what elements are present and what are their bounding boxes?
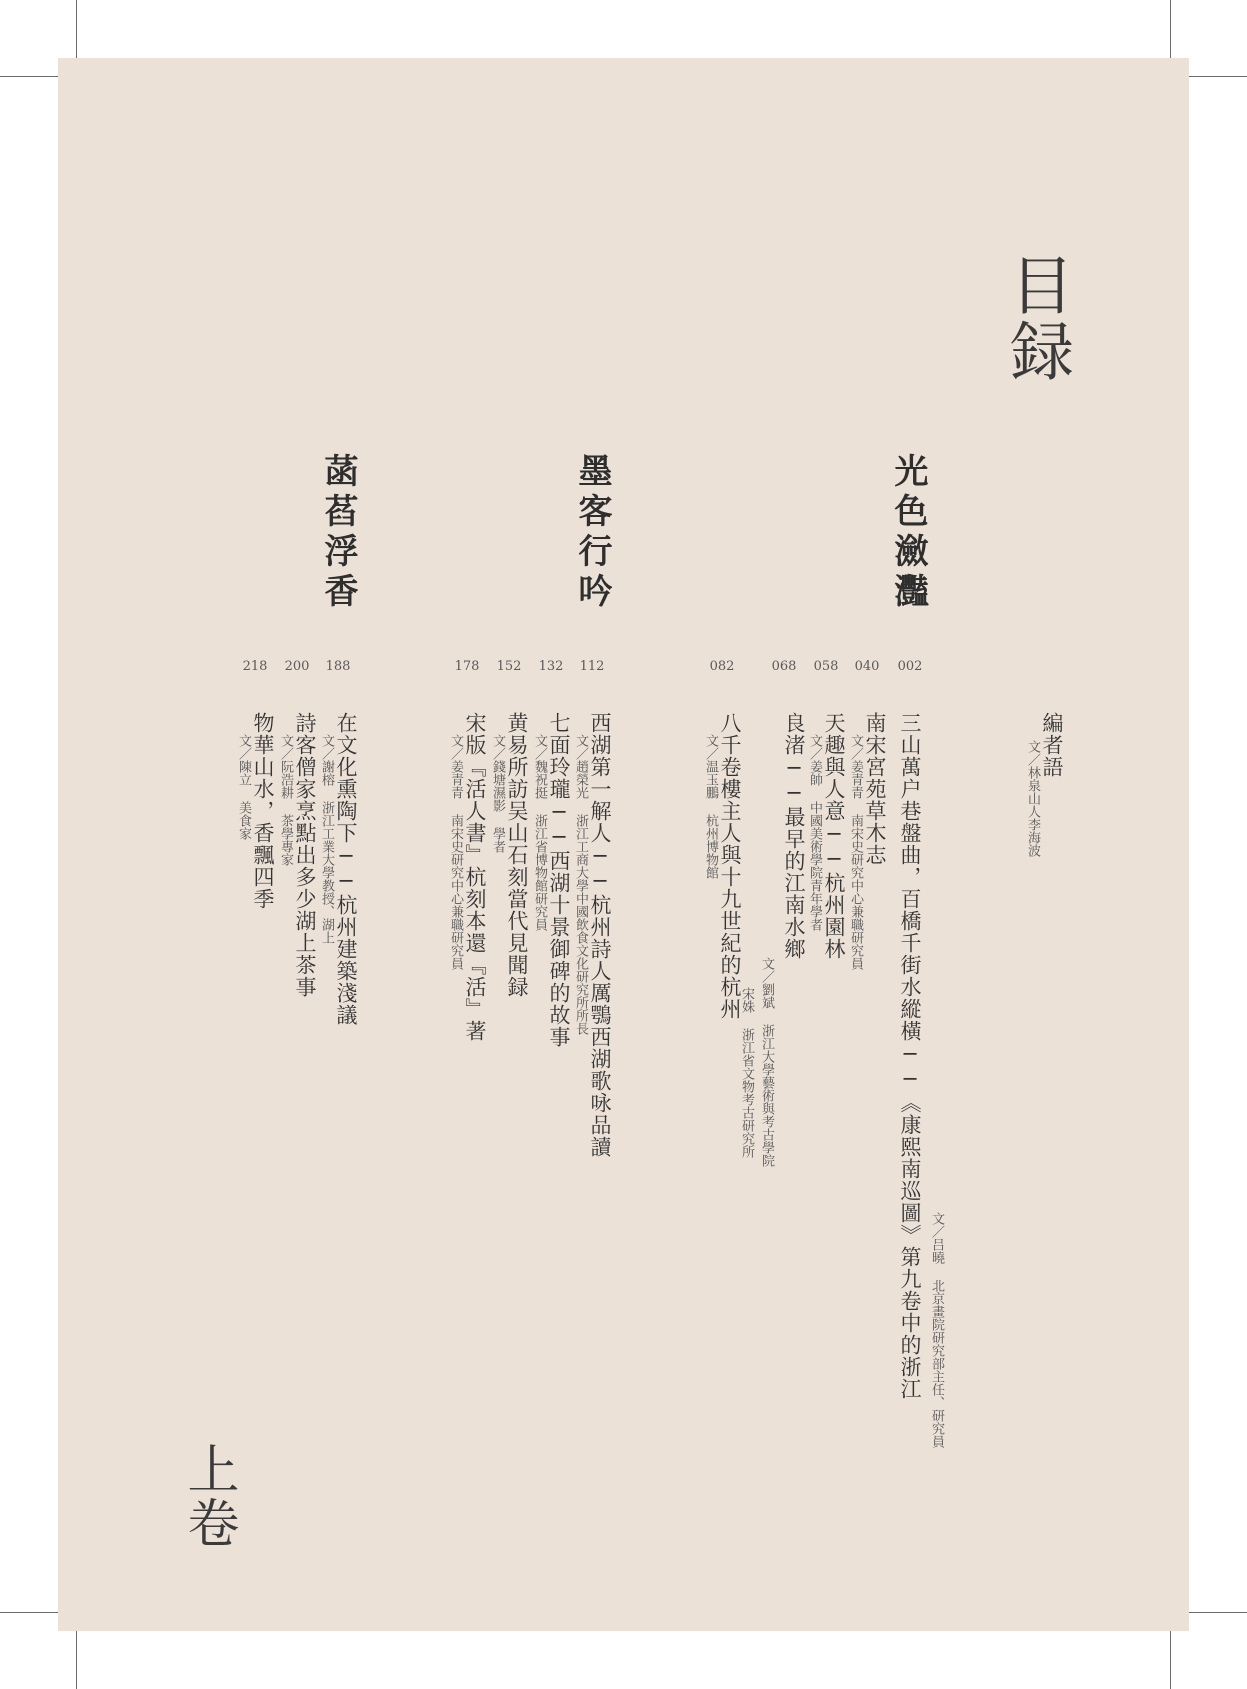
- crop-mark: [76, 0, 77, 58]
- entry-credit: 文／陳立 美食家: [236, 734, 251, 840]
- entry-credit: 文／吕曉 北京畫院研究部主任、研究員: [929, 1212, 944, 1448]
- entry-title: 三山萬户巷盤曲，百橋千街水縱橫──《康熙南巡圖》第九卷中的浙江: [898, 712, 922, 1400]
- entry-title: 詩客僧家烹點出多少湖上茶事: [293, 712, 317, 998]
- section-title-guangse: 光色瀲灩: [888, 453, 928, 613]
- page-number: 178: [454, 659, 480, 674]
- page-number: 188: [325, 659, 351, 674]
- entry-credit: 文／錢塘濕影 學者: [490, 734, 505, 853]
- section-title-handan: 菡萏浮香: [318, 453, 358, 613]
- page-number: 068: [771, 659, 797, 674]
- entry-title: 物華山水，香飄四季: [251, 712, 275, 910]
- toc-entry[interactable]: [738, 712, 806, 1167]
- entry-title: 良渚──最早的江南水鄉: [782, 712, 806, 960]
- page-number: 112: [579, 659, 605, 674]
- entry-title: 天趣與人意──杭州園林: [822, 712, 846, 960]
- crop-mark: [76, 1631, 77, 1689]
- page-number: 058: [813, 659, 839, 674]
- page-number: 040: [854, 659, 880, 674]
- toc-entry[interactable]: [898, 712, 944, 1448]
- page-title: 目録: [999, 252, 1073, 384]
- toc-entry[interactable]: [277, 712, 317, 998]
- page-number: 200: [284, 659, 310, 674]
- toc-entry[interactable]: [447, 712, 487, 1042]
- toc-entry[interactable]: [318, 712, 358, 1026]
- entry-credit-second: 宋姝 浙江省文物考古研究所: [739, 987, 754, 1158]
- entry-title: 西湖第一解人──杭州詩人厲鶚西湖歌咏品讀: [588, 712, 612, 1158]
- crop-mark: [1170, 1631, 1171, 1689]
- toc-entry[interactable]: [847, 712, 887, 970]
- entry-title: 八千卷樓主人與十九世紀的杭州: [718, 712, 742, 1020]
- entry-title: 南宋宮苑草木志: [863, 712, 887, 866]
- entry-credit: 文／姜青青 南宋史研究中心兼職研究員: [848, 734, 863, 970]
- entry-credit: 文／謝榕 浙江工業大學教授、湖上: [319, 734, 334, 944]
- toc-entry[interactable]: [489, 712, 529, 998]
- entry-title: 黄易所訪吴山石刻當代見聞録: [505, 712, 529, 998]
- entry-credit: 文／阮浩耕 茶學專家: [278, 734, 293, 866]
- toc-entry[interactable]: [702, 712, 742, 1020]
- entry-credit: 文／温玉鵬 杭州博物館: [703, 734, 718, 879]
- entry-title: 在文化熏陶下──杭州建築淺議: [334, 712, 358, 1026]
- toc-entry[interactable]: [235, 712, 275, 910]
- page-number: 082: [709, 659, 735, 674]
- entry-credit: 文／魏祝挺 浙江省博物館研究員: [532, 734, 547, 931]
- entry-title: 七面玲瓏──西湖十景御碑的故事: [547, 712, 571, 1048]
- toc-entry[interactable]: [531, 712, 571, 1048]
- entry-title: 宋版『活人書』杭刻本還『活』著: [463, 712, 487, 1042]
- page-number: 152: [496, 659, 522, 674]
- editor-note-title: 編者語: [1040, 712, 1064, 778]
- crop-mark: [1170, 0, 1171, 58]
- entry-credit: 文／姜帥 中國美術學院青年學者: [807, 734, 822, 931]
- entry-credit: 文／劉斌 浙江大學藝術與考古學院: [759, 957, 774, 1167]
- page-number: 132: [538, 659, 564, 674]
- page-number: 218: [242, 659, 268, 674]
- volume-title: 上卷: [178, 1442, 238, 1550]
- toc-entry[interactable]: [806, 712, 846, 960]
- toc-entry[interactable]: [572, 712, 612, 1158]
- entry-credit: 文／趙榮光 浙江工商大學中國飲食文化研究所所長: [573, 734, 588, 1035]
- section-title-moke: 墨客行吟: [572, 453, 612, 613]
- editor-note-credit: 文／林泉山人李海波: [1025, 740, 1040, 857]
- editor-note[interactable]: [1024, 712, 1064, 857]
- entry-credit: 文／姜青青 南宋史研究中心兼職研究員: [448, 734, 463, 970]
- page-number: 002: [897, 659, 923, 674]
